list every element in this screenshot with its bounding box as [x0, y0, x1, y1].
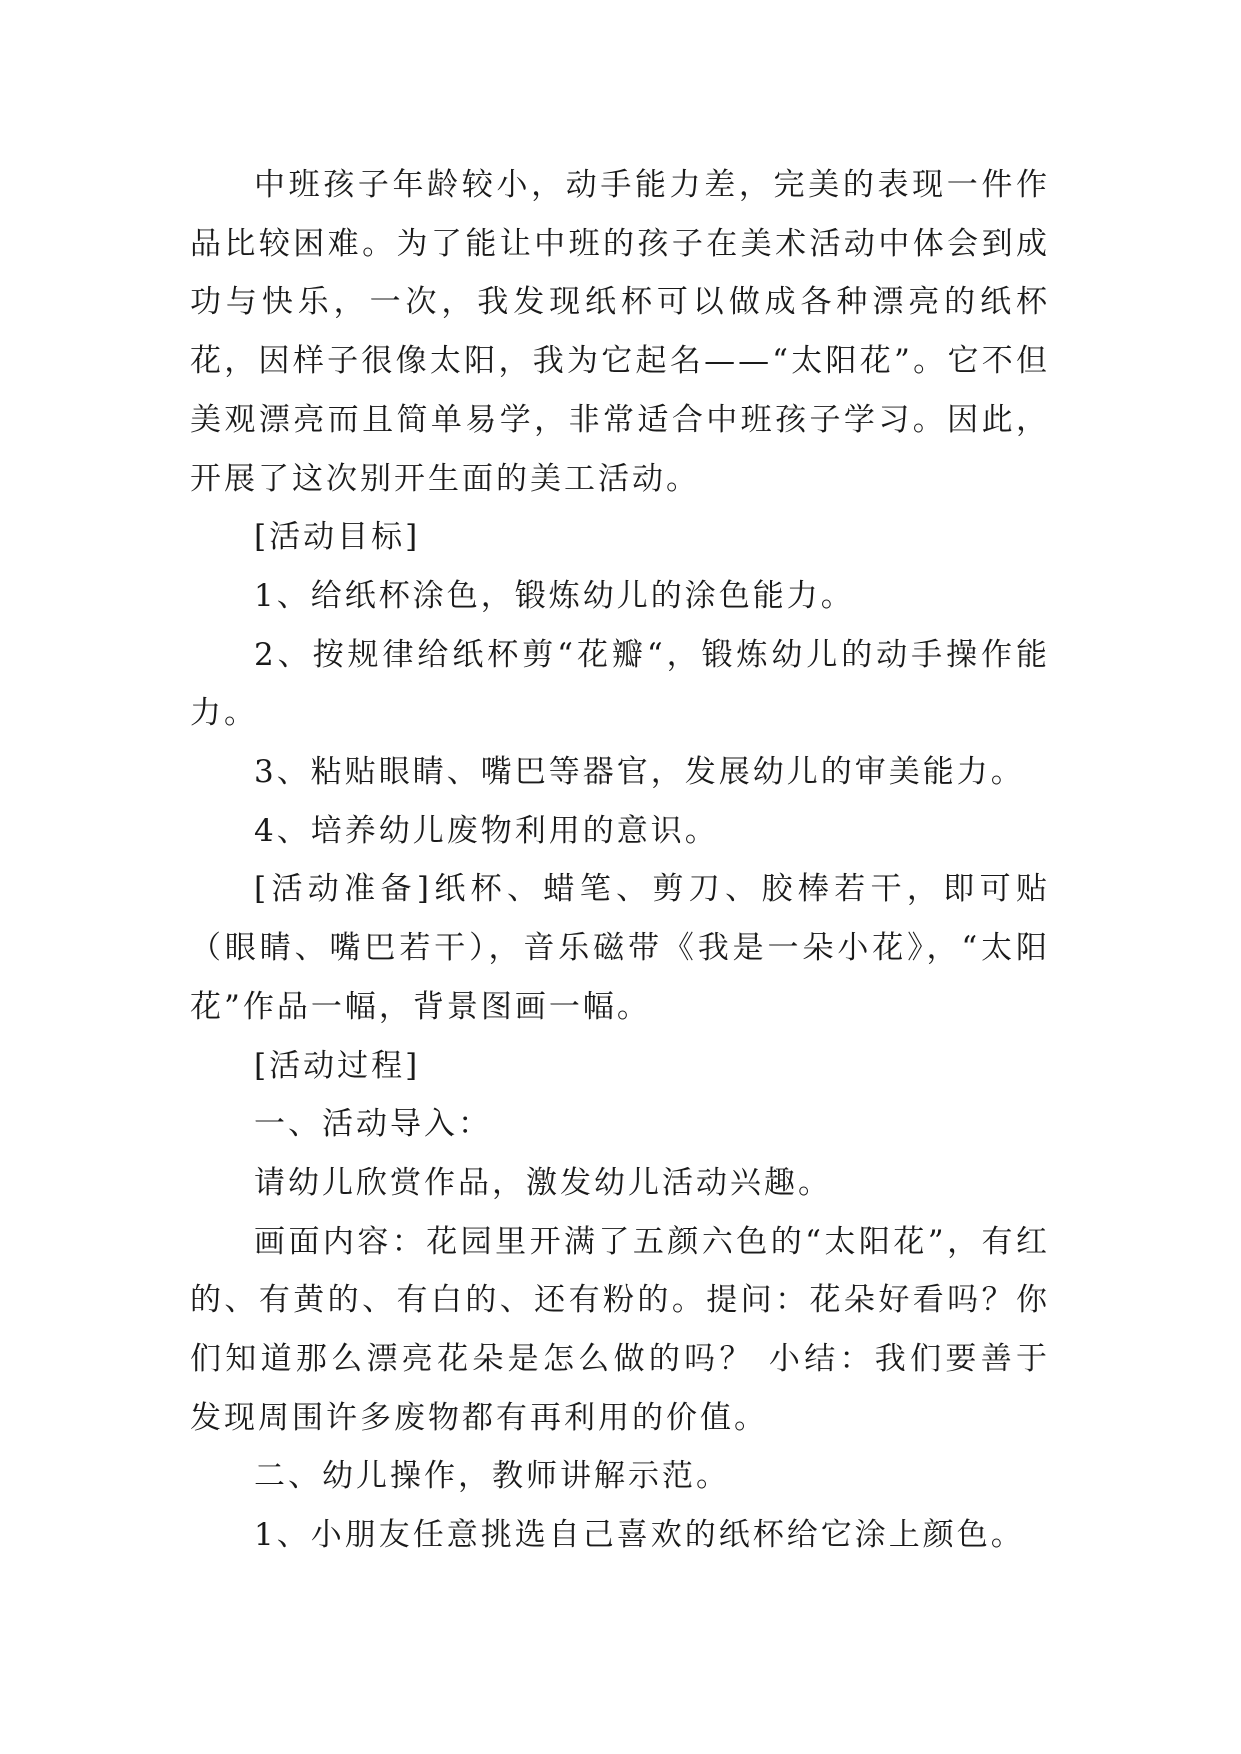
process-step-1-title: 一、活动导入： [254, 1106, 492, 1143]
document-body [190, 156, 1050, 1565]
heading-activity-goals: [活动目标] [254, 519, 421, 556]
heading-activity-process: [活动过程] [254, 1047, 421, 1084]
process-picture-content: 画面内容：花园里开满了五颜六色的“太阳花”，有红的、有黄的、有白的、还有粉的。提问：花朵好看吗？你们知道那么漂亮花朵是怎么做的吗？ 小结：我们要善于发现周围许多废物都有再利用的价值。 [190, 1223, 1050, 1436]
process-step-1-text: 请幼儿欣赏作品，激发幼儿活动兴趣。 [254, 1164, 832, 1201]
process-step-2-item-1: 1、小朋友任意挑选自己喜欢的纸杯给它涂上颜色。 [254, 1517, 1025, 1554]
goal-item-2: 2、按规律给纸杯剪“花瓣“，锻炼幼儿的动手操作能力。 [190, 636, 1050, 732]
goal-item-4: 4、培养幼儿废物利用的意识。 [254, 812, 719, 849]
goal-item-1: 1、给纸杯涂色，锻炼幼儿的涂色能力。 [254, 577, 855, 614]
paragraph-activity-preparation: [活动准备]纸杯、蜡笔、剪刀、胶棒若干，即可贴（眼睛、嘴巴若干），音乐磁带《我是一朵小花》，“太阳花”作品一幅，背景图画一幅。 [190, 871, 1050, 1025]
paragraph-intro: 中班孩子年龄较小，动手能力差，完美的表现一件作品比较困难。为了能让中班的孩子在美术活动中体会到成功与快乐，一次，我发现纸杯可以做成各种漂亮的纸杯花，因样子很像太阳，我为它起名——“太阳花”。它不但美观漂亮而且简单易学，非常适合中班孩子学习。因此，开展了这次别开生面的美工活动。 [190, 167, 1050, 497]
process-step-2-title: 二、幼儿操作，教师讲解示范。 [254, 1458, 730, 1495]
goal-item-3: 3、粘贴眼睛、嘴巴等器官，发展幼儿的审美能力。 [254, 754, 1025, 791]
